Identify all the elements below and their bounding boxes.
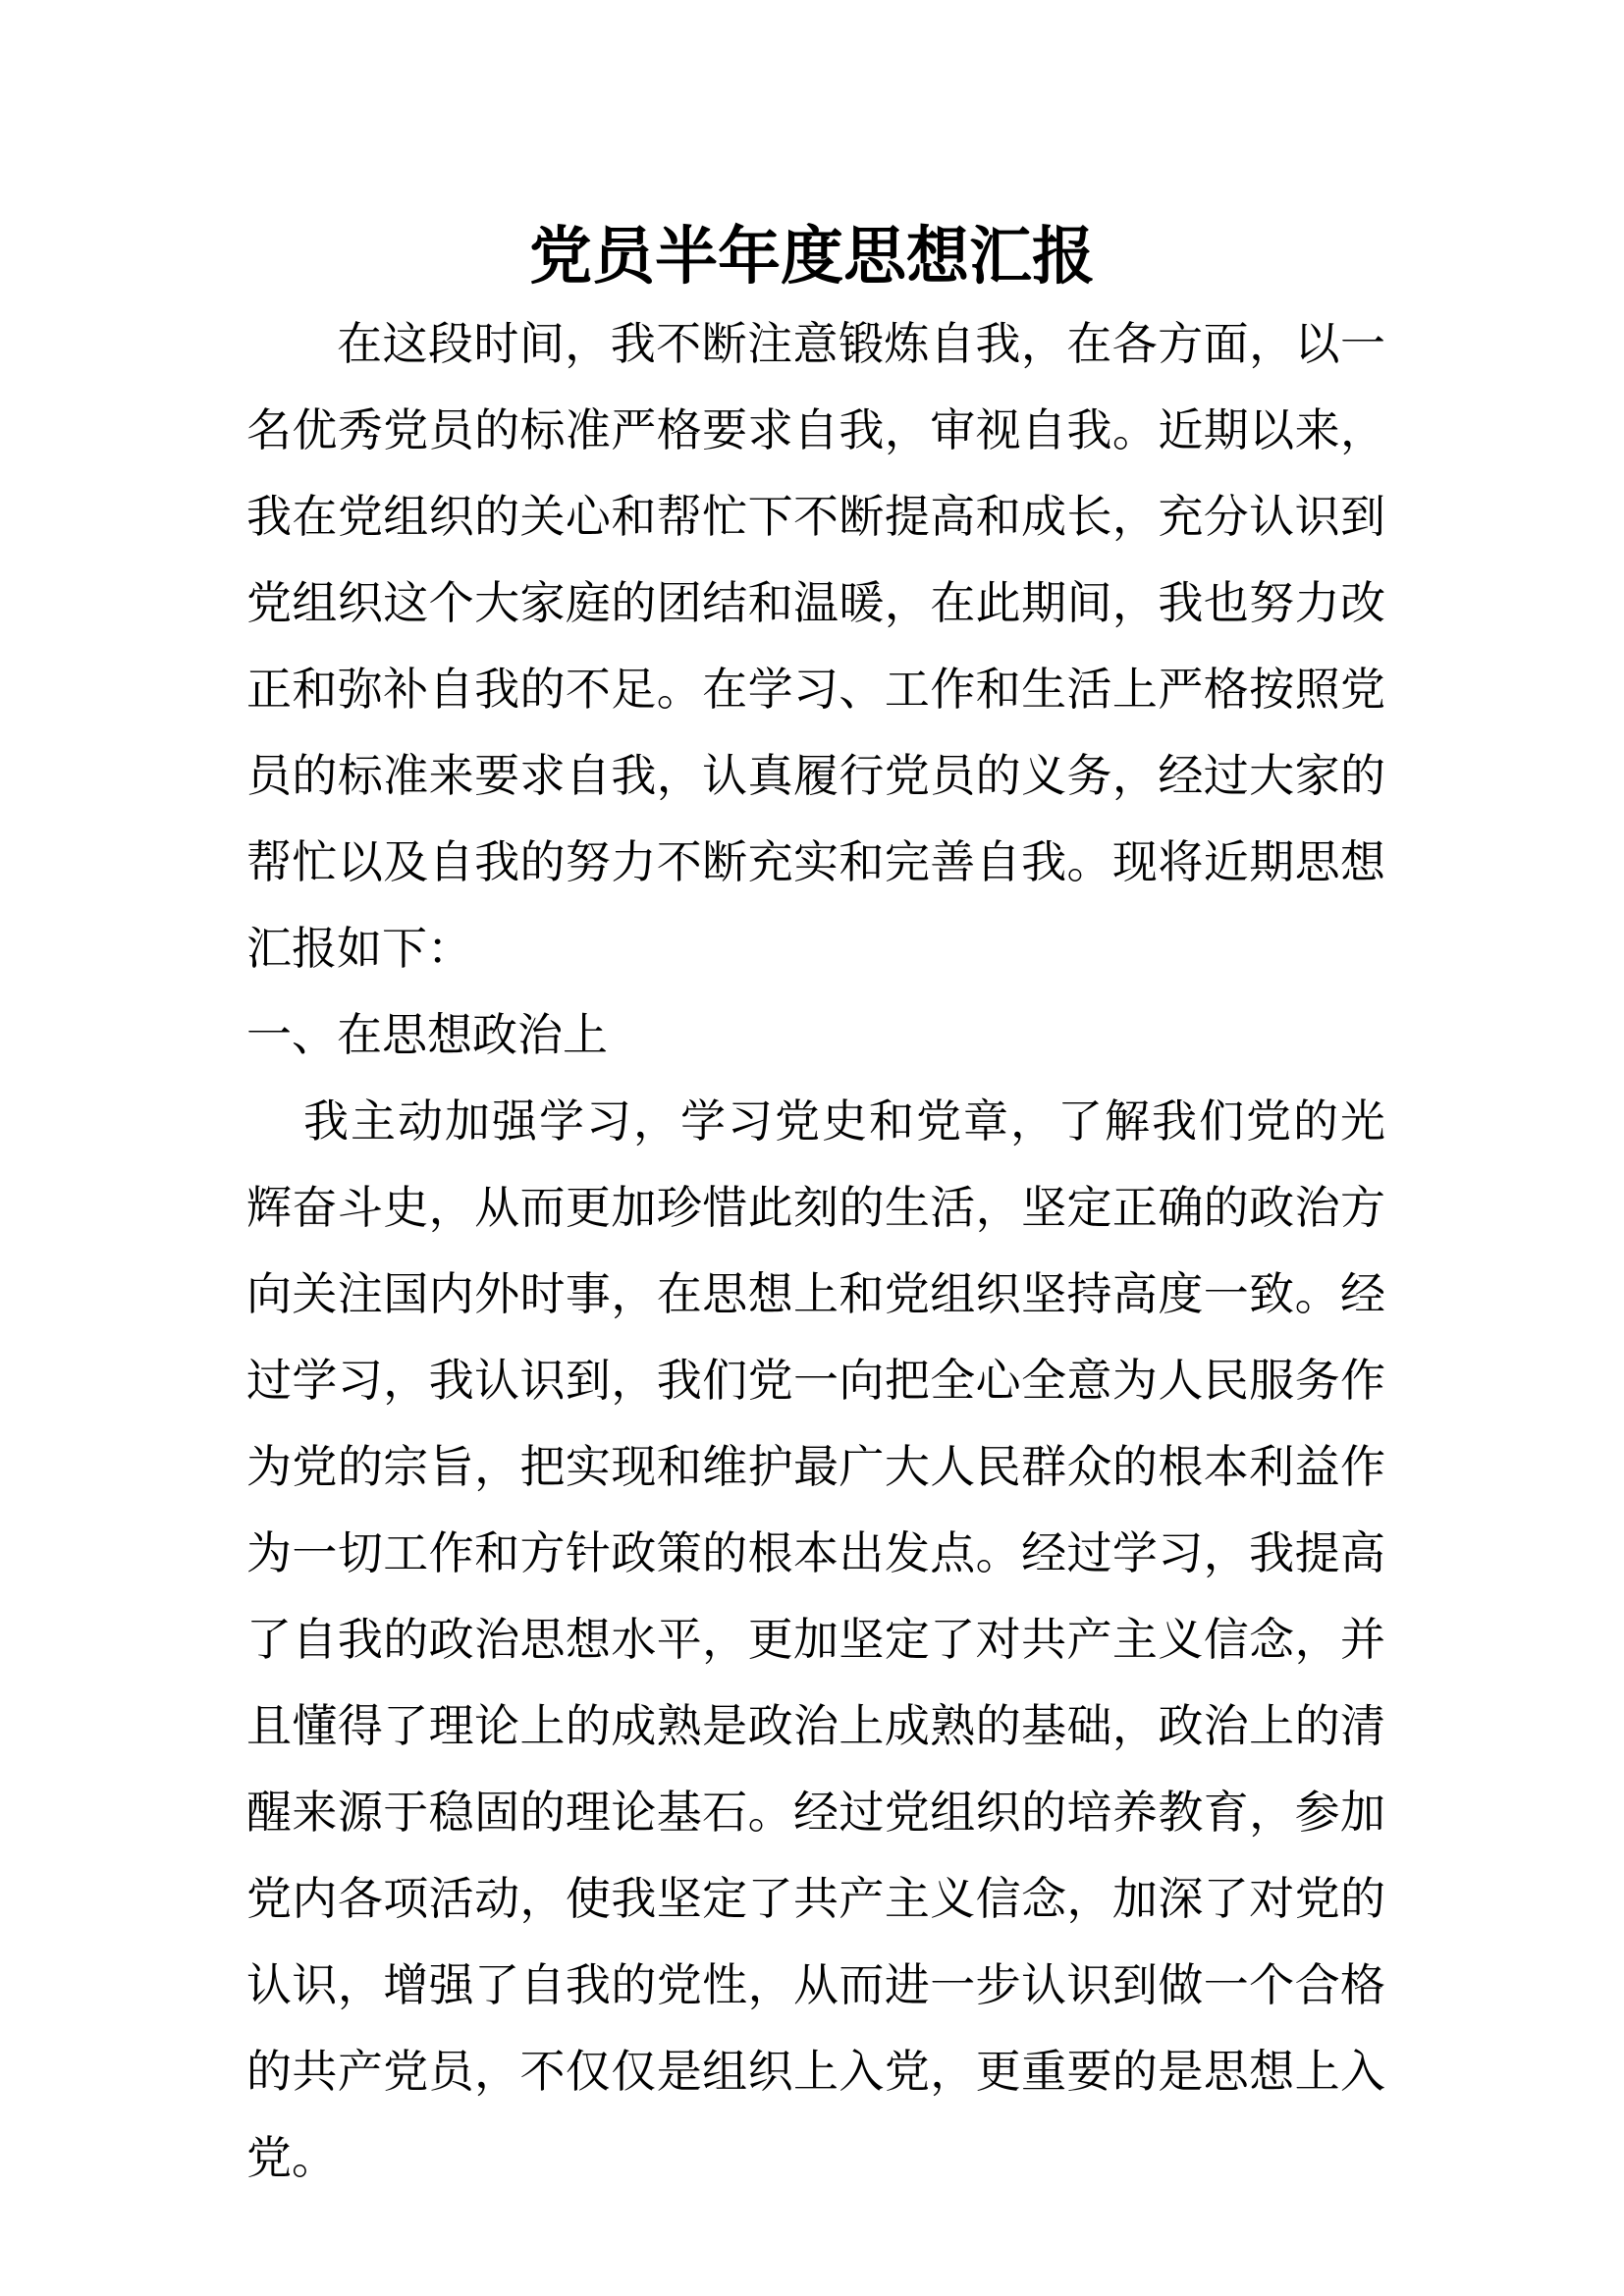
section-heading: 一、在思想政治上: [246, 1008, 608, 1061]
section-paragraph: 我主动加强学习，学习党史和党章，了解我们党的光辉奋斗史，从而更加珍惜此刻的生活，坚定正确的政治方向关注国内外时事，在思想上和党组织坚持高度一致。经过学习，我认识到，我们党一向把全心全意为人民服务作为党的宗旨，把实现和维护最广大人民群众的根本利益作为一切工作和方针政策的根本出发点。经过学习，我提高了自我的政治思想水平，更加坚定了对共产主义信念，并且懂得了理论上的成熟是政治上成熟的基础，政治上的清醒来源于稳固的理论基石。经过党组织的培养教育，参加党内各项活动，使我坚定了共产主义信念，加深了对党的认识，增强了自我的党性，从而进一步认识到做一个合格的共产党员，不仅仅是组织上入党，更重要的是思想上入党。: [246, 1095, 1385, 2184]
intro-paragraph: 在这段时间，我不断注意锻炼自我，在各方面，以一名优秀党员的标准严格要求自我，审视自我。近期以来，我在党组织的关心和帮忙下不断提高和成长，充分认识到党组织这个大家庭的团结和温暖，在此期间，我也努力改正和弥补自我的不足。在学习、工作和生活上严格按照党员的标准来要求自我，认真履行党员的义务，经过大家的帮忙以及自我的努力不断充实和完善自我。现将近期思想汇报如下：: [246, 317, 1385, 975]
document-title: 党员半年度思想汇报: [529, 221, 1095, 294]
document-body: [246, 300, 1385, 2201]
